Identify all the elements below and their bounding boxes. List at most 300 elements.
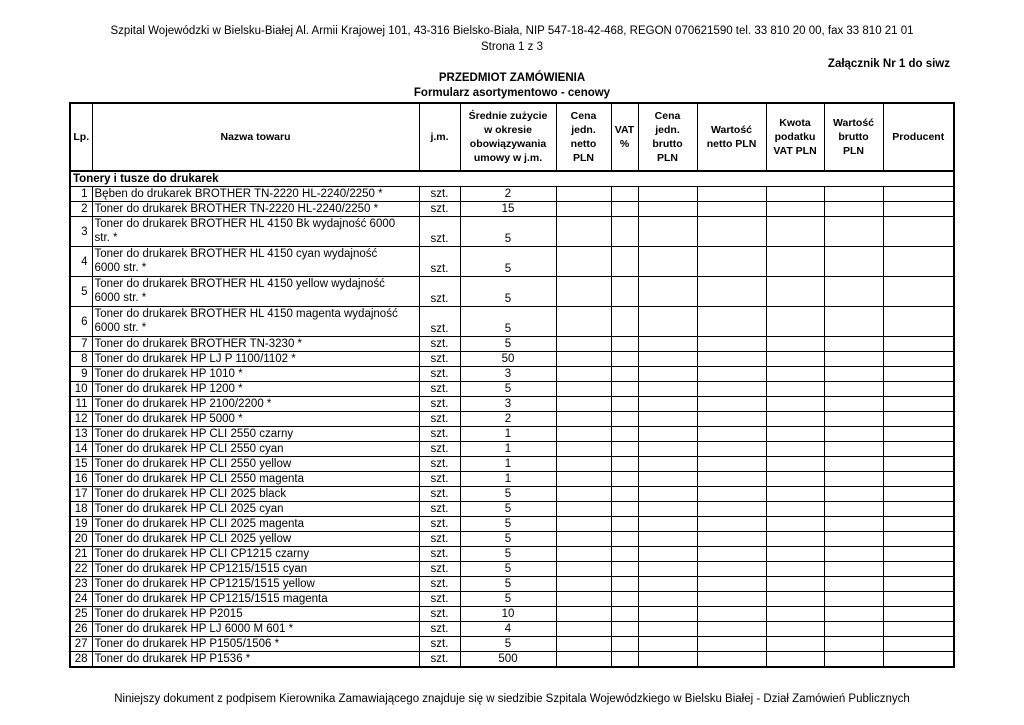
cell-unit-net-price	[556, 487, 611, 502]
row-name-line1: Toner do drukarek HP CLI CP1215 czarny	[94, 548, 310, 560]
cell-unit-net-price	[556, 502, 611, 517]
col-unit-gross-price: Cena jedn. brutto PLN	[638, 103, 697, 171]
row-lp: 15	[70, 457, 92, 472]
cell-producer	[883, 637, 954, 652]
table-row	[70, 502, 954, 517]
table-row	[70, 187, 954, 202]
row-name-line1: Toner do drukarek HP 5000 *	[94, 413, 243, 425]
cell-producer	[883, 652, 954, 668]
cell-unit-gross-price	[638, 217, 697, 247]
row-unit: szt.	[419, 472, 460, 487]
table-row	[70, 352, 954, 367]
table-row	[70, 217, 954, 247]
row-name	[92, 352, 419, 367]
row-name	[92, 457, 419, 472]
row-unit: szt.	[419, 622, 460, 637]
table-row	[70, 652, 954, 668]
row-lp: 19	[70, 517, 92, 532]
cell-vat-amount	[766, 217, 824, 247]
table-row	[70, 307, 954, 337]
row-name	[92, 622, 419, 637]
row-unit: szt.	[419, 457, 460, 472]
cell-gross-value	[824, 637, 883, 652]
cell-unit-net-price	[556, 187, 611, 202]
cell-vat	[611, 562, 638, 577]
cell-gross-value	[824, 472, 883, 487]
table-row	[70, 607, 954, 622]
row-name-line1: Toner do drukarek BROTHER HL 4150 Bk wydajność 6000	[94, 218, 396, 230]
cell-gross-value	[824, 187, 883, 202]
row-name	[92, 382, 419, 397]
cell-net-value	[697, 622, 766, 637]
cell-net-value	[697, 472, 766, 487]
table-row	[70, 532, 954, 547]
row-unit: szt.	[419, 562, 460, 577]
page-subtitle: Formularz asortymentowo - cenowy	[413, 87, 611, 99]
row-name-line1: Toner do drukarek HP CLI 2025 black	[94, 488, 287, 500]
row-lp: 24	[70, 592, 92, 607]
row-lp: 9	[70, 367, 92, 382]
cell-unit-net-price	[556, 397, 611, 412]
cell-producer	[883, 517, 954, 532]
cell-gross-value	[824, 502, 883, 517]
cell-net-value	[697, 652, 766, 668]
cell-vat	[611, 352, 638, 367]
cell-net-value	[697, 442, 766, 457]
cell-unit-gross-price	[638, 472, 697, 487]
row-lp: 22	[70, 562, 92, 577]
page-number: Strona 1 z 3	[480, 41, 543, 53]
row-quantity: 1	[460, 457, 556, 472]
cell-gross-value	[824, 352, 883, 367]
cell-unit-net-price	[556, 202, 611, 217]
table-row	[70, 382, 954, 397]
col-gross-value: Wartość brutto PLN	[824, 103, 883, 171]
cell-unit-gross-price	[638, 202, 697, 217]
row-unit: szt.	[419, 502, 460, 517]
row-name	[92, 472, 419, 487]
cell-producer	[883, 277, 954, 307]
row-lp: 26	[70, 622, 92, 637]
cell-unit-net-price	[556, 337, 611, 352]
table-row	[70, 202, 954, 217]
row-name	[92, 547, 419, 562]
cell-gross-value	[824, 217, 883, 247]
cell-gross-value	[824, 532, 883, 547]
row-quantity: 5	[460, 577, 556, 592]
row-unit: szt.	[419, 307, 460, 337]
cell-net-value	[697, 592, 766, 607]
row-unit: szt.	[419, 637, 460, 652]
cell-net-value	[697, 607, 766, 622]
row-unit: szt.	[419, 367, 460, 382]
row-unit: szt.	[419, 607, 460, 622]
row-name	[92, 442, 419, 457]
cell-vat	[611, 457, 638, 472]
row-name	[92, 427, 419, 442]
row-unit: szt.	[419, 277, 460, 307]
cell-net-value	[697, 337, 766, 352]
cell-gross-value	[824, 427, 883, 442]
row-quantity: 2	[460, 412, 556, 427]
cell-unit-net-price	[556, 277, 611, 307]
row-lp: 23	[70, 577, 92, 592]
cell-producer	[883, 352, 954, 367]
row-quantity: 5	[460, 307, 556, 337]
row-unit: szt.	[419, 442, 460, 457]
row-name	[92, 247, 419, 277]
cell-vat	[611, 412, 638, 427]
row-lp: 17	[70, 487, 92, 502]
cell-unit-net-price	[556, 622, 611, 637]
cell-gross-value	[824, 382, 883, 397]
cell-vat	[611, 382, 638, 397]
cell-vat-amount	[766, 607, 824, 622]
row-name	[92, 562, 419, 577]
row-name	[92, 502, 419, 517]
cell-unit-gross-price	[638, 517, 697, 532]
cell-unit-gross-price	[638, 592, 697, 607]
row-name	[92, 607, 419, 622]
cell-vat-amount	[766, 472, 824, 487]
cell-unit-gross-price	[638, 427, 697, 442]
row-name-line1: Toner do drukarek HP CP1215/1515 yellow	[94, 578, 315, 590]
cell-net-value	[697, 307, 766, 337]
cell-vat-amount	[766, 547, 824, 562]
cell-unit-gross-price	[638, 367, 697, 382]
row-quantity: 5	[460, 637, 556, 652]
row-lp: 7	[70, 337, 92, 352]
row-name	[92, 637, 419, 652]
row-name-line1: Toner do drukarek HP LJ P 1100/1102 *	[94, 353, 296, 365]
row-lp: 6	[70, 307, 92, 337]
table-row	[70, 277, 954, 307]
cell-vat-amount	[766, 562, 824, 577]
cell-producer	[883, 247, 954, 277]
cell-vat	[611, 517, 638, 532]
row-name	[92, 217, 419, 247]
row-quantity: 5	[460, 382, 556, 397]
cell-unit-gross-price	[638, 637, 697, 652]
cell-vat-amount	[766, 277, 824, 307]
cell-unit-net-price	[556, 457, 611, 472]
cell-unit-gross-price	[638, 442, 697, 457]
cell-unit-gross-price	[638, 337, 697, 352]
cell-vat-amount	[766, 592, 824, 607]
cell-producer	[883, 202, 954, 217]
row-name-line1: Toner do drukarek HP CLI 2550 magenta	[94, 473, 304, 485]
cell-unit-gross-price	[638, 487, 697, 502]
cell-unit-net-price	[556, 607, 611, 622]
cell-vat-amount	[766, 202, 824, 217]
row-name	[92, 367, 419, 382]
cell-unit-gross-price	[638, 187, 697, 202]
row-name	[92, 532, 419, 547]
row-lp: 3	[70, 217, 92, 247]
row-name	[92, 487, 419, 502]
cell-unit-gross-price	[638, 412, 697, 427]
table-row	[70, 457, 954, 472]
document-footer: Niniejszy dokument z podpisem Kierownika Zamawiającego znajduje się w siedzibie Szpitala Wojewódzkiego w Bielsku Białej - Dział Zamówień Publicznych	[114, 693, 910, 705]
cell-producer	[883, 577, 954, 592]
table-row	[70, 367, 954, 382]
cell-unit-net-price	[556, 247, 611, 277]
row-name-line1: Toner do drukarek HP CP1215/1515 cyan	[94, 563, 308, 575]
cell-vat-amount	[766, 352, 824, 367]
table-row	[70, 247, 954, 277]
cell-unit-gross-price	[638, 397, 697, 412]
cell-gross-value	[824, 247, 883, 277]
row-quantity: 1	[460, 472, 556, 487]
cell-gross-value	[824, 487, 883, 502]
cell-unit-net-price	[556, 472, 611, 487]
cell-unit-gross-price	[638, 352, 697, 367]
row-quantity: 2	[460, 187, 556, 202]
table-row	[70, 517, 954, 532]
row-name-line1: Toner do drukarek BROTHER TN-2220 HL-2240/2250 *	[94, 203, 379, 215]
cell-unit-gross-price	[638, 562, 697, 577]
row-quantity: 3	[460, 397, 556, 412]
cell-net-value	[697, 367, 766, 382]
table-row	[70, 397, 954, 412]
row-quantity: 5	[460, 487, 556, 502]
cell-vat	[611, 367, 638, 382]
row-quantity: 3	[460, 367, 556, 382]
table-row	[70, 592, 954, 607]
row-lp: 18	[70, 502, 92, 517]
cell-unit-gross-price	[638, 307, 697, 337]
cell-unit-net-price	[556, 562, 611, 577]
cell-unit-net-price	[556, 592, 611, 607]
cell-producer	[883, 547, 954, 562]
row-quantity: 1	[460, 442, 556, 457]
document-header: Szpital Wojewódzki w Bielsku-Białej Al. Armii Krajowej 101, 43-316 Bielsko-Biała, NIP 547-18-42-468, REGON 070621590 tel. 33 810 20 00, fax 33 810 21 01	[110, 25, 914, 37]
cell-vat	[611, 532, 638, 547]
cell-gross-value	[824, 367, 883, 382]
cell-vat-amount	[766, 427, 824, 442]
row-quantity: 500	[460, 652, 556, 668]
cell-producer	[883, 412, 954, 427]
cell-unit-net-price	[556, 427, 611, 442]
cell-producer	[883, 217, 954, 247]
row-lp: 27	[70, 637, 92, 652]
section-row	[70, 171, 954, 187]
row-name	[92, 202, 419, 217]
cell-producer	[883, 592, 954, 607]
cell-net-value	[697, 457, 766, 472]
cell-vat	[611, 247, 638, 277]
cell-vat	[611, 277, 638, 307]
cell-unit-gross-price	[638, 532, 697, 547]
row-lp: 14	[70, 442, 92, 457]
row-name-line1: Toner do drukarek HP CLI 2025 magenta	[94, 518, 304, 530]
row-lp: 2	[70, 202, 92, 217]
cell-producer	[883, 562, 954, 577]
row-name	[92, 397, 419, 412]
row-name-line1: Toner do drukarek HP CLI 2550 cyan	[94, 443, 284, 455]
row-quantity: 4	[460, 622, 556, 637]
row-unit: szt.	[419, 517, 460, 532]
row-name-line1: Toner do drukarek HP CLI 2025 cyan	[94, 503, 284, 515]
col-unit: j.m.	[419, 103, 460, 171]
cell-vat	[611, 592, 638, 607]
row-unit: szt.	[419, 247, 460, 277]
cell-unit-gross-price	[638, 622, 697, 637]
cell-gross-value	[824, 562, 883, 577]
cell-producer	[883, 502, 954, 517]
cell-producer	[883, 457, 954, 472]
col-lp: Lp.	[70, 103, 92, 171]
cell-net-value	[697, 382, 766, 397]
cell-vat	[611, 622, 638, 637]
row-name-line1: Bęben do drukarek BROTHER TN-2220 HL-2240/2250 *	[94, 188, 383, 200]
row-unit: szt.	[419, 187, 460, 202]
cell-unit-net-price	[556, 532, 611, 547]
cell-gross-value	[824, 592, 883, 607]
table-header-row	[70, 103, 954, 171]
row-lp: 10	[70, 382, 92, 397]
cell-unit-gross-price	[638, 577, 697, 592]
row-unit: szt.	[419, 547, 460, 562]
cell-unit-net-price	[556, 547, 611, 562]
row-name-line2: 6000 str. *	[94, 322, 147, 334]
cell-vat-amount	[766, 487, 824, 502]
row-quantity: 10	[460, 607, 556, 622]
row-name	[92, 277, 419, 307]
annex-label: Załącznik Nr 1 do siwz	[827, 58, 950, 70]
cell-gross-value	[824, 397, 883, 412]
row-lp: 16	[70, 472, 92, 487]
row-lp: 4	[70, 247, 92, 277]
cell-vat-amount	[766, 457, 824, 472]
cell-vat	[611, 202, 638, 217]
cell-net-value	[697, 397, 766, 412]
col-producer: Producent	[883, 103, 954, 171]
table-row	[70, 337, 954, 352]
cell-unit-gross-price	[638, 277, 697, 307]
cell-vat	[611, 547, 638, 562]
cell-net-value	[697, 277, 766, 307]
row-lp: 28	[70, 652, 92, 668]
cell-gross-value	[824, 607, 883, 622]
cell-net-value	[697, 352, 766, 367]
cell-producer	[883, 307, 954, 337]
row-lp: 25	[70, 607, 92, 622]
table-row	[70, 487, 954, 502]
col-unit-net-price: Cena jedn. netto PLN	[556, 103, 611, 171]
row-unit: szt.	[419, 532, 460, 547]
row-name	[92, 412, 419, 427]
table-row	[70, 427, 954, 442]
row-name-line2: 6000 str. *	[94, 292, 147, 304]
row-unit: szt.	[419, 652, 460, 668]
row-name-line1: Toner do drukarek BROTHER HL 4150 cyan wydajność	[94, 248, 378, 260]
cell-unit-gross-price	[638, 652, 697, 668]
cell-vat	[611, 472, 638, 487]
row-name-line2: 6000 str. *	[94, 262, 147, 274]
cell-producer	[883, 187, 954, 202]
cell-net-value	[697, 202, 766, 217]
cell-gross-value	[824, 517, 883, 532]
table-row	[70, 472, 954, 487]
row-quantity: 5	[460, 277, 556, 307]
row-unit: szt.	[419, 352, 460, 367]
cell-vat-amount	[766, 532, 824, 547]
row-unit: szt.	[419, 427, 460, 442]
order-table	[69, 102, 955, 668]
cell-vat	[611, 487, 638, 502]
col-vat-amount: Kwota podatku VAT PLN	[766, 103, 824, 171]
cell-vat-amount	[766, 637, 824, 652]
row-name-line1: Toner do drukarek HP P1505/1506 *	[94, 638, 280, 650]
cell-gross-value	[824, 307, 883, 337]
row-lp: 11	[70, 397, 92, 412]
row-name-line1: Toner do drukarek HP 2100/2200 *	[94, 398, 272, 410]
row-lp: 5	[70, 277, 92, 307]
row-name-line1: Toner do drukarek BROTHER TN-3230 *	[94, 338, 303, 350]
cell-net-value	[697, 217, 766, 247]
row-name-line1: Toner do drukarek HP P1536 *	[94, 653, 251, 665]
col-name: Nazwa towaru	[92, 103, 419, 171]
cell-net-value	[697, 412, 766, 427]
row-lp: 1	[70, 187, 92, 202]
cell-producer	[883, 427, 954, 442]
cell-vat	[611, 187, 638, 202]
cell-unit-net-price	[556, 577, 611, 592]
row-lp: 8	[70, 352, 92, 367]
cell-producer	[883, 382, 954, 397]
section-title: Tonery i tusze do drukarek	[70, 171, 954, 187]
cell-gross-value	[824, 652, 883, 668]
row-lp: 21	[70, 547, 92, 562]
row-unit: szt.	[419, 337, 460, 352]
row-quantity: 5	[460, 562, 556, 577]
row-quantity: 5	[460, 592, 556, 607]
row-name	[92, 187, 419, 202]
cell-unit-net-price	[556, 382, 611, 397]
cell-net-value	[697, 637, 766, 652]
row-quantity: 1	[460, 427, 556, 442]
row-quantity: 5	[460, 217, 556, 247]
row-name-line2: str. *	[94, 232, 118, 244]
cell-vat-amount	[766, 622, 824, 637]
cell-vat-amount	[766, 517, 824, 532]
cell-vat-amount	[766, 652, 824, 668]
cell-vat	[611, 502, 638, 517]
row-quantity: 5	[460, 247, 556, 277]
cell-net-value	[697, 532, 766, 547]
cell-unit-gross-price	[638, 457, 697, 472]
cell-unit-gross-price	[638, 382, 697, 397]
cell-net-value	[697, 562, 766, 577]
row-unit: szt.	[419, 577, 460, 592]
cell-vat-amount	[766, 187, 824, 202]
cell-vat-amount	[766, 307, 824, 337]
cell-producer	[883, 472, 954, 487]
cell-producer	[883, 397, 954, 412]
cell-vat-amount	[766, 412, 824, 427]
row-quantity: 5	[460, 502, 556, 517]
cell-vat-amount	[766, 577, 824, 592]
row-quantity: 5	[460, 547, 556, 562]
cell-unit-net-price	[556, 217, 611, 247]
page-title: PRZEDMIOT ZAMÓWIENIA	[438, 72, 586, 84]
cell-producer	[883, 367, 954, 382]
cell-vat	[611, 427, 638, 442]
cell-vat-amount	[766, 337, 824, 352]
cell-gross-value	[824, 412, 883, 427]
row-unit: szt.	[419, 412, 460, 427]
